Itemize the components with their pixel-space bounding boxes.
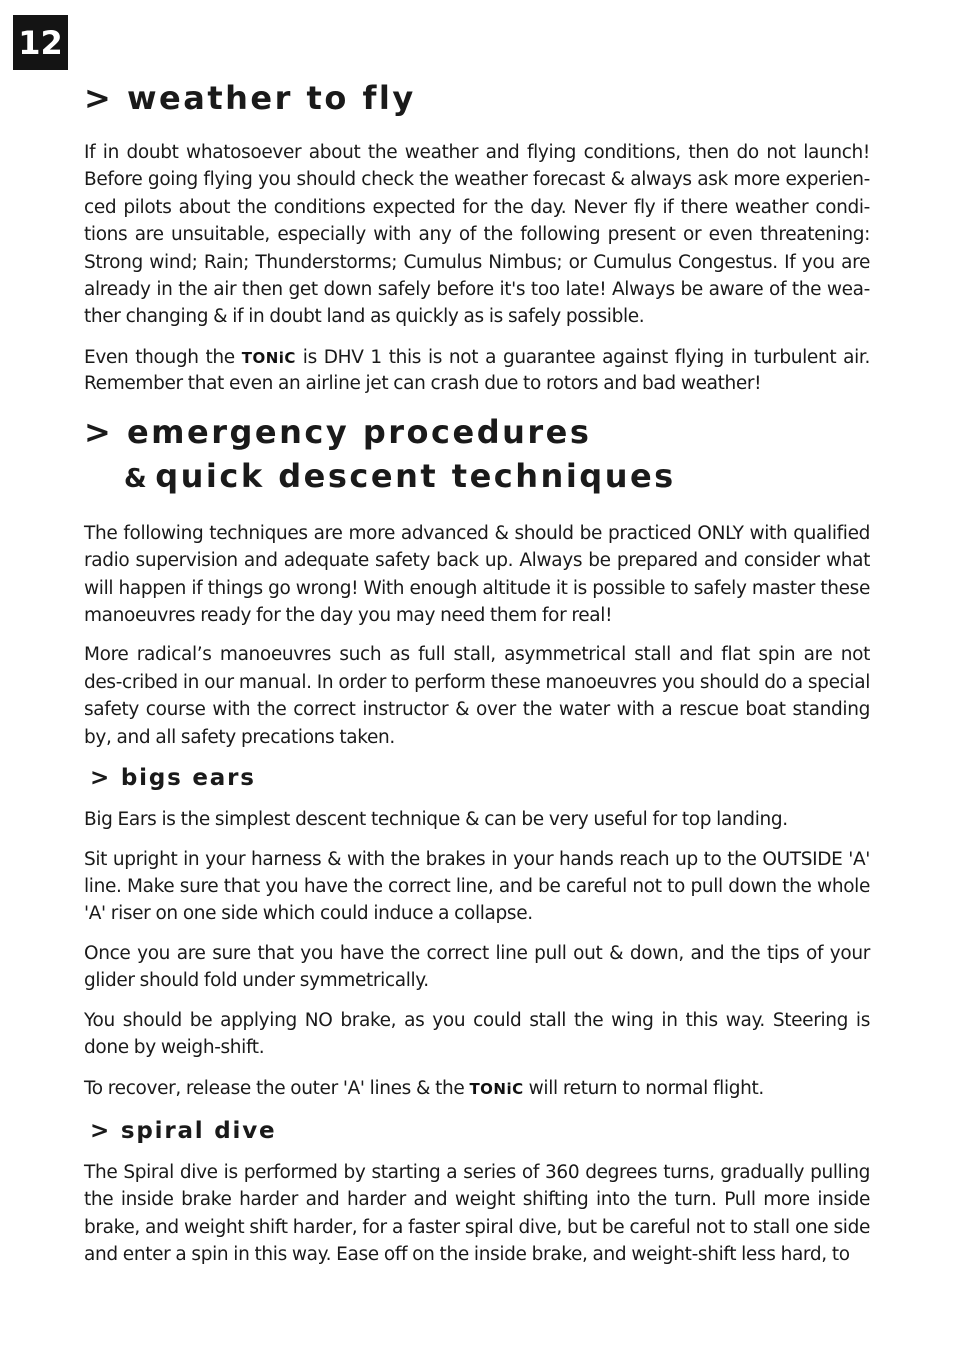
ampersand: &	[124, 463, 150, 494]
tonic-logo-text: TONiC	[469, 1080, 524, 1099]
page-content	[84, 76, 870, 1268]
text-fragment: Even though the	[84, 346, 242, 368]
paragraph-weather-2	[84, 345, 870, 396]
paragraph-bigs-ears-2: Sit upright in your harness & with the brakes in your hands reach up to the OUTSIDE 'A' line. Make sure that you have the correct line, and be careful not to pull down the whole 'A' riser on one side which could induce a collapse.	[84, 848, 870, 925]
tonic-logo-text: TONiC	[241, 348, 296, 367]
heading-spiral-dive: > spiral dive	[90, 1117, 277, 1144]
paragraph-emergency-2: More radical’s manoeuvres such as full stall, asymmetrical stall and flat spin are not des-cribed in our manual. In order to perform these manoeuvres you should do a special safety course with the correct instructor & over the water with a rescue boat standing by, and all safety precations taken.	[84, 644, 870, 748]
paragraph-bigs-ears-5	[84, 1075, 870, 1103]
heading-line-2-text: quick descent techniques	[155, 456, 676, 495]
paragraph-weather-1: If in doubt whatosoever about the weather and flying conditions, then do not launch! Before going flying you should check the weather forecast & always ask more experien-ced pilots about the conditions expected for the day. Never fly if there weather condi-tions are unsuitable, especially with any of the following present or even threatening: Strong wind; Rain; Thunderstorms; Cumulus Nimbus; or Cumulus Congestus. If you are already in the air then get down safely before it's too late! Always be aware of the wea-ther changing & if in doubt land as quickly as is safely possible.	[84, 142, 870, 328]
paragraph-emergency-1: The following techniques are more advanced & should be practiced ONLY with qualified radio supervision and adequate safety back up. Always be prepared and consider what will happen if things go wrong! With enough altitude it is possible to safely master these manoeuvres ready for the day you may need them for real!	[84, 522, 870, 627]
paragraph-bigs-ears-4: You should be applying NO brake, as you could stall the wing in this way. Steering is done by weigh-shift.	[84, 1009, 870, 1058]
heading-line-1: > emergency procedures	[84, 412, 592, 451]
heading-bigs-ears: > bigs ears	[90, 765, 256, 792]
heading-weather-to-fly: > weather to fly	[84, 79, 416, 117]
text-fragment: To recover, release the outer 'A' lines & the	[84, 1078, 470, 1100]
text-fragment: is DHV 1 this is not a guarantee against flying in turbulent air. Remember that even an airline jet can crash due to rotors and bad weather!	[84, 346, 871, 394]
paragraph-spiral-dive-1: The Spiral dive is performed by starting a series of 360 degrees turns, gradually pulling the inside brake harder and harder and weight shifting into the turn. Pull more inside brake, and weight shift harder, for a faster spiral dive, but be careful not to stall one side and enter a spin in this way. Ease off on the inside brake, and weight-shift less hard, to	[84, 1161, 870, 1265]
heading-emergency-procedures	[84, 410, 870, 501]
text-fragment: will return to normal flight.	[523, 1078, 764, 1100]
page-number: 12	[13, 15, 68, 70]
paragraph-bigs-ears-3: Once you are sure that you have the correct line pull out & down, and the tips of your glider should fold under symmetrically.	[84, 942, 870, 992]
heading-line-2	[84, 454, 870, 501]
paragraph-bigs-ears-1: Big Ears is the simplest descent technique & can be very useful for top landing.	[84, 809, 788, 831]
